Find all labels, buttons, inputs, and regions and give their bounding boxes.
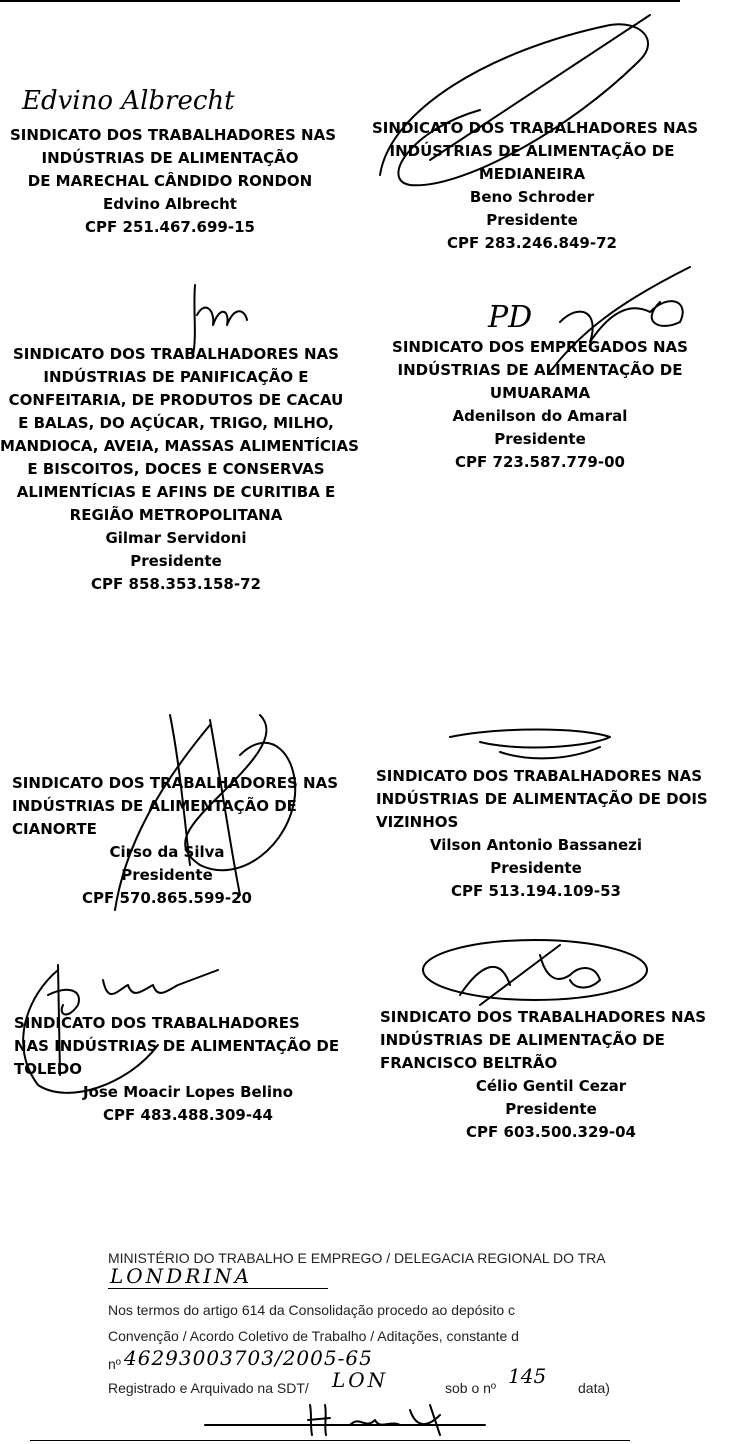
handwritten-initials-umuarama: PD xyxy=(488,300,533,335)
union-name-line: SINDICATO DOS TRABALHADORES NAS xyxy=(12,774,339,792)
stamp-process-number: 46293003703/2005-65 xyxy=(124,1346,373,1370)
signatory-cpf: CPF 513.194.109-53 xyxy=(451,882,621,900)
signatory-cpf: CPF 723.587.779-00 xyxy=(455,453,625,471)
union-name-line: CONFEITARIA, DE PRODUTOS DE CACAU xyxy=(8,391,344,409)
union-name-line: SINDICATO DOS TRABALHADORES NAS xyxy=(376,767,703,785)
signatory-name: Gilmar Servidoni xyxy=(105,529,247,547)
union-name-line: SINDICATO DOS TRABALHADORES NAS xyxy=(12,345,339,363)
signatory-name: Edvino Albrecht xyxy=(103,195,237,213)
handwritten-signature-marechal: Edvino Albrecht xyxy=(22,86,235,116)
union-name-line: INDÚSTRIAS DE PANIFICAÇÃO E xyxy=(43,368,309,386)
union-name-line: INDÚSTRIAS DE ALIMENTAÇÃO DE xyxy=(380,1031,665,1049)
union-name-line: E BISCOITOS, DOCES E CONSERVAS xyxy=(27,460,325,478)
union-name-line: SINDICATO DOS TRABALHADORES NAS xyxy=(380,1008,707,1026)
union-name-line: NAS INDÚSTRIAS DE ALIMENTAÇÃO DE xyxy=(14,1037,340,1055)
top-rule xyxy=(0,0,680,2)
union-name-line: TOLEDO xyxy=(14,1060,82,1078)
stamp-number-prefix: nº xyxy=(108,1356,121,1372)
union-name-line: FRANCISCO BELTRÃO xyxy=(380,1054,558,1072)
union-name-line: VIZINHOS xyxy=(376,813,459,831)
stamp-text-line: Nos termos do artigo 614 da Consolidação procedo ao depósito c xyxy=(108,1302,516,1318)
union-name-line: SINDICATO DOS TRABALHADORES NAS xyxy=(372,119,699,137)
signatory-name: Vilson Antonio Bassanezi xyxy=(429,836,643,854)
signatory-cpf: CPF 858.353.158-72 xyxy=(91,575,261,593)
signatory-name: Adenilson do Amaral xyxy=(452,407,628,425)
signatory-name: Cirso da Silva xyxy=(109,843,225,861)
stamp-city-underline xyxy=(108,1288,328,1289)
stamp-date-label: data) xyxy=(578,1380,610,1396)
stamp-register-number: 145 xyxy=(508,1364,547,1388)
signatory-cpf: CPF 283.246.849-72 xyxy=(447,234,617,252)
stamp-city-handwritten: LONDRINA xyxy=(110,1264,253,1288)
stamp-registered-prefix: Registrado e Arquivado na SDT/ xyxy=(108,1380,309,1396)
stamp-text-line: Convenção / Acordo Coletivo de Trabalho / Aditações, constante d xyxy=(108,1328,519,1344)
signatory-block-marechal xyxy=(10,124,337,239)
union-name-line: INDÚSTRIAS DE ALIMENTAÇÃO DE xyxy=(397,361,683,379)
union-name-line: SINDICATO DOS TRABALHADORES NAS xyxy=(10,126,337,144)
signatory-name: Célio Gentil Cezar xyxy=(475,1077,627,1095)
signatory-role: Presidente xyxy=(505,1100,597,1118)
stamp-office-handwritten: LON xyxy=(332,1368,389,1392)
signatory-cpf: CPF 603.500.329-04 xyxy=(466,1123,636,1141)
signatory-block-toledo xyxy=(14,1012,362,1127)
signatory-block-curitiba xyxy=(0,343,359,596)
signatory-block-francisco-beltrao xyxy=(380,1006,722,1144)
union-name-line: MANDIOCA, AVEIA, MASSAS ALIMENTÍCIAS xyxy=(0,437,359,455)
union-name-line: ALIMENTÍCIAS E AFINS DE CURITIBA E xyxy=(16,483,336,501)
signatory-cpf: CPF 251.467.699-15 xyxy=(85,218,255,236)
signatory-block-cianorte xyxy=(12,772,339,910)
union-name-line: DE MARECHAL CÂNDIDO RONDON xyxy=(27,172,313,190)
union-name-line: UMUARAMA xyxy=(489,384,591,402)
signatory-role: Presidente xyxy=(486,211,578,229)
union-name-line: E BALAS, DO AÇÚCAR, TRIGO, MILHO, xyxy=(18,414,334,432)
union-name-line: MEDIANEIRA xyxy=(478,165,586,183)
union-name-line: CIANORTE xyxy=(12,820,97,838)
stamp-sob-label: sob o nº xyxy=(445,1380,497,1396)
union-name-line: INDÚSTRIAS DE ALIMENTAÇÃO DE DOIS xyxy=(376,790,708,808)
signatory-name: Jose Moacir Lopes Belino xyxy=(82,1083,293,1101)
signatory-block-umuarama xyxy=(380,336,700,474)
union-name-line: REGIÃO METROPOLITANA xyxy=(69,506,283,524)
signatory-role: Presidente xyxy=(130,552,222,570)
signatory-cpf: CPF 570.865.599-20 xyxy=(82,889,252,907)
signatory-block-medianeira xyxy=(372,117,699,255)
bottom-rule xyxy=(30,1440,630,1441)
signatory-block-dois-vizinhos xyxy=(376,765,708,903)
union-name-line: INDÚSTRIAS DE ALIMENTAÇÃO DE xyxy=(12,797,297,815)
stamp-official-signature xyxy=(200,1400,490,1444)
signatory-cpf: CPF 483.488.309-44 xyxy=(103,1106,273,1124)
signatory-name: Beno Schroder xyxy=(469,188,595,206)
union-name-line: INDÚSTRIAS DE ALIMENTAÇÃO xyxy=(41,149,299,167)
union-name-line: SINDICATO DOS TRABALHADORES xyxy=(14,1014,300,1032)
stamp-ministry-line: MINISTÉRIO DO TRABALHO E EMPREGO / DELEGACIA REGIONAL DO TRA xyxy=(108,1250,606,1266)
union-name-line: SINDICATO DOS EMPREGADOS NAS xyxy=(392,338,688,356)
signatory-role: Presidente xyxy=(494,430,586,448)
signatory-role: Presidente xyxy=(490,859,582,877)
signatory-role: Presidente xyxy=(121,866,213,884)
union-name-line: INDÚSTRIAS DE ALIMENTAÇÃO DE xyxy=(389,142,675,160)
